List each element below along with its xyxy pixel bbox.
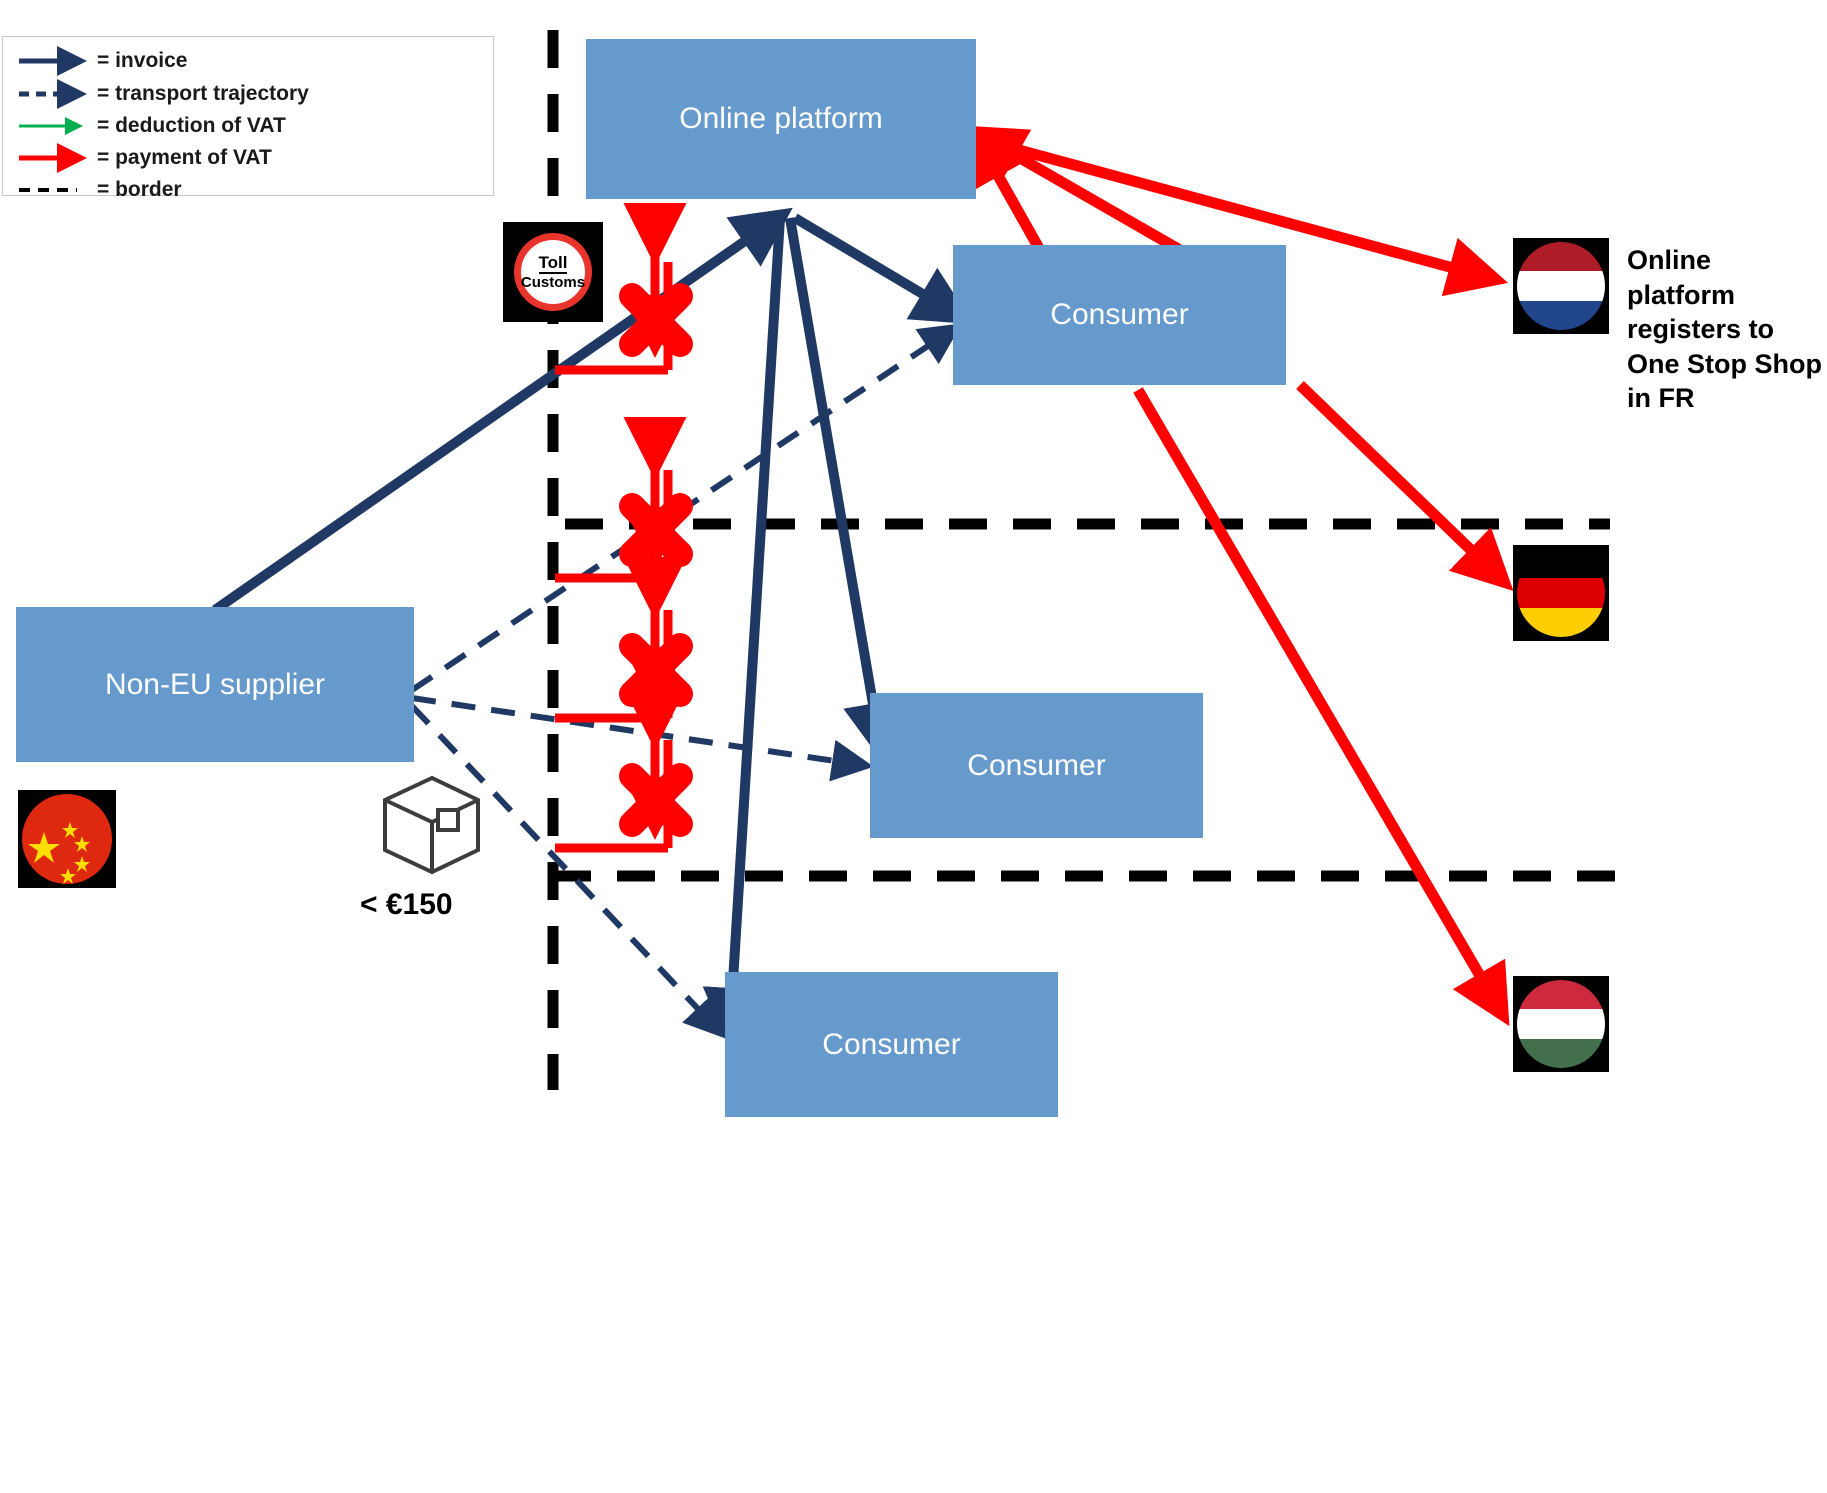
legend-label-deduction: = deduction of VAT: [97, 114, 286, 137]
node-non-eu-supplier-label: Non-EU supplier: [104, 667, 326, 701]
legend-item-border: [3, 174, 493, 206]
customs-sign-top-label: Toll: [538, 253, 568, 272]
legend-item-transport: [3, 78, 493, 110]
vat-consumer-to-de: [1300, 385, 1500, 578]
node-non-eu-supplier[interactable]: [16, 607, 414, 762]
parcel-box-icon: [385, 778, 478, 872]
legend-item-deduction: [3, 110, 493, 142]
dashed-line-black-icon: [15, 174, 91, 206]
legend: [2, 36, 494, 201]
china-flag-icon: [18, 790, 116, 888]
dashed-arrow-navy-icon: [15, 78, 91, 110]
node-online-platform[interactable]: [586, 39, 976, 199]
node-consumer-middle-label: Consumer: [967, 748, 1106, 782]
blocked-x-1: [632, 296, 680, 344]
invoice-platform-to-consumer-bottom: [730, 218, 780, 1030]
parcel-value-label: < €150: [360, 888, 453, 921]
legend-item-invoice: [3, 45, 493, 77]
solid-arrow-red-icon: [15, 142, 91, 174]
invoice-supplier-to-platform: [215, 218, 778, 610]
legend-label-transport: = transport trajectory: [97, 82, 309, 105]
solid-arrow-green-icon: [15, 110, 91, 142]
node-consumer-middle[interactable]: [870, 693, 1203, 838]
node-consumer-top-label: Consumer: [1050, 298, 1189, 331]
legend-label-border: = border: [97, 178, 182, 201]
hungary-flag-icon: [1513, 976, 1609, 1072]
legend-item-payment: [3, 142, 493, 174]
netherlands-flag-icon: [1513, 238, 1609, 334]
node-consumer-bottom-label: Consumer: [822, 1027, 961, 1061]
solid-arrow-navy-icon: [15, 45, 91, 77]
legend-label-payment: = payment of VAT: [97, 146, 272, 169]
node-online-platform-label: Online platform: [679, 102, 883, 135]
invoice-platform-to-consumer-middle: [790, 218, 880, 745]
legend-label-invoice: = invoice: [97, 49, 188, 72]
blocked-x-3: [632, 646, 680, 694]
invoice-platform-to-consumer-top: [795, 218, 958, 315]
customs-sign-bottom-label: Customs: [520, 274, 586, 291]
transport-supplier-to-consumer-middle: [412, 698, 862, 765]
oss-annotation: Online platform registers to One Stop Shop in FR: [1627, 245, 1822, 414]
node-consumer-bottom[interactable]: [725, 972, 1058, 1117]
toll-customs-sign-icon: [503, 222, 603, 322]
germany-flag-icon: [1513, 545, 1609, 641]
blocked-x-4: [632, 776, 680, 824]
blocked-x-2: [632, 506, 680, 554]
node-consumer-top[interactable]: [953, 245, 1286, 385]
